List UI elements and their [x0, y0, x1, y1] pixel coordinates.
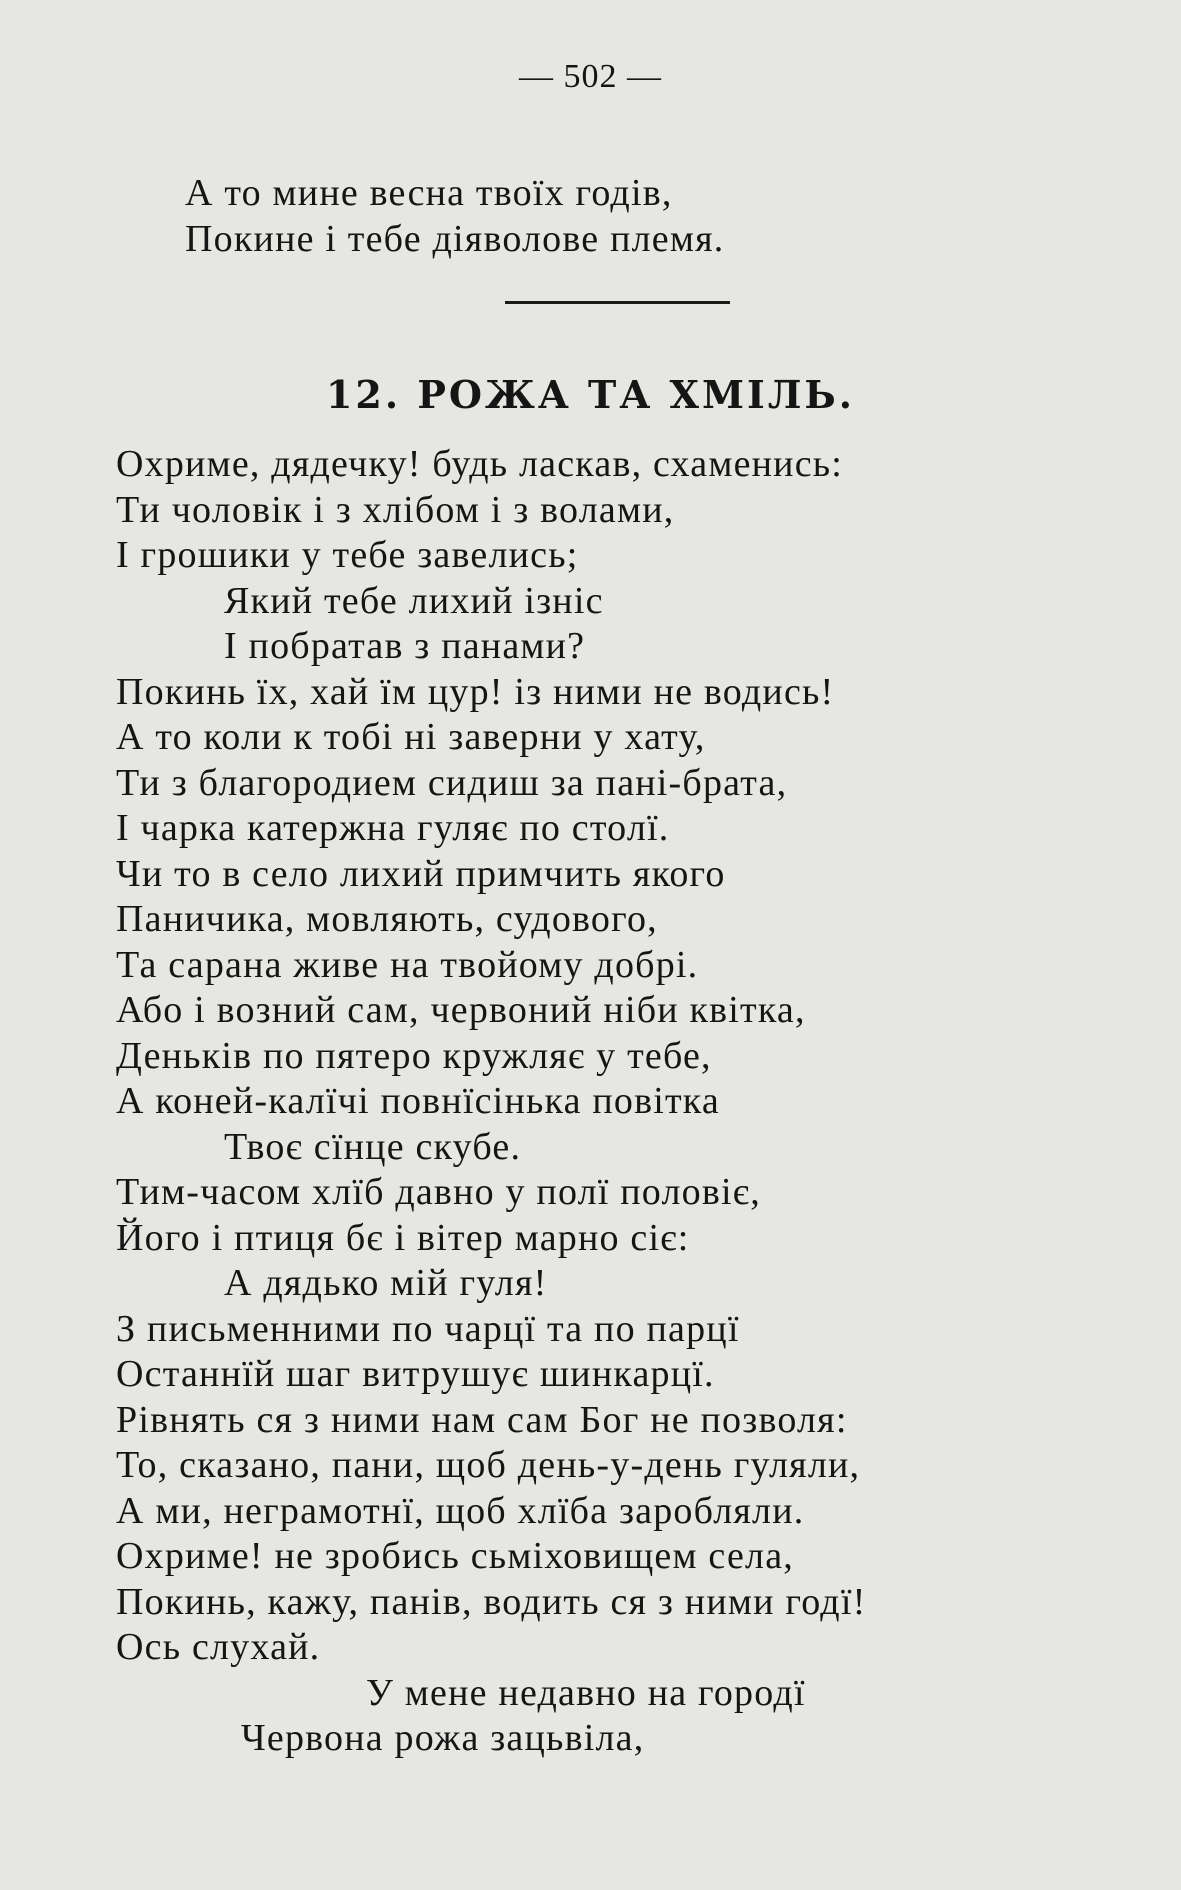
poem-title: 12. РОЖА ТА ХМІЛЬ. — [325, 372, 856, 417]
verse-line: А дядько мій гуля! — [224, 1262, 548, 1304]
verse-line: Охриме, дядечку! будь ласкав, схаменись: — [116, 443, 844, 485]
verse-line: Деньків по пятеро кружляє у тебе, — [116, 1034, 712, 1077]
verse-line: І побратав з панами? — [224, 625, 586, 667]
verse-line: Червона рожа зацьвіла, — [241, 1717, 645, 1759]
verse-line: А то мине весна твоїх годів, — [185, 172, 673, 214]
verse-line: Паничика, мовляють, судового, — [116, 898, 658, 940]
verse-line: Та сарана живе на твойому добрі. — [116, 943, 699, 986]
verse-line: То, сказано, пани, щоб день-у-день гуляли, — [116, 1444, 861, 1486]
verse-line: Покинь, кажу, панів, водить ся з ними годї! — [116, 1580, 867, 1623]
verse-line: Останнїй шаг витрушує шинкарцї. — [116, 1353, 715, 1395]
verse-line: Ти з благородием сидиш за пані-брата, — [116, 761, 788, 804]
verse-line: Ти чоловік і з хлібом і з волами, — [116, 488, 675, 531]
verse-line: Покине і тебе діяволове племя. — [185, 218, 725, 260]
verse-line: А ми, неграмотнї, щоб хлїба заробляли. — [116, 1489, 805, 1532]
verse-line: Ось слухай. — [116, 1626, 321, 1668]
verse-line: І грошики у тебе завелись; — [116, 534, 579, 576]
verse-line: У мене недавно на городї — [366, 1671, 806, 1714]
verse-line: Чи то в село лихий примчить якого — [116, 852, 726, 895]
verse-line: Або і возний сам, червоний ніби квітка, — [116, 989, 806, 1031]
verse-line: Покинь їх, хай їм цур! із ними не водись! — [116, 670, 835, 713]
poem-body — [116, 442, 866, 1762]
section-divider — [505, 301, 730, 304]
verse-line: Який тебе лихий ізніс — [224, 579, 604, 622]
verse-line: А то коли к тобі ні заверни у хату, — [116, 716, 706, 758]
page-number: — 502 — — [519, 58, 662, 95]
verse-line: З письменними по чарцї та по парцї — [116, 1307, 740, 1350]
verse-line: Рівнять ся з ними нам сам Бог не позволя: — [116, 1398, 848, 1441]
verse-line: Тим-часом хлїб давно у полї половіє, — [116, 1171, 761, 1213]
verse-line: А коней-калїчі повнїсінька повітка — [116, 1080, 720, 1122]
verse-line: Твоє сїнце скубе. — [224, 1125, 522, 1168]
verse-line: Охриме! не зробись сьміховищем села, — [116, 1535, 794, 1577]
verse-line: І чарка катержна гуляє по столї. — [116, 807, 670, 849]
verse-line: Його і птиця бє і вітер марно сіє: — [116, 1216, 690, 1259]
previous-poem-ending — [185, 170, 724, 262]
